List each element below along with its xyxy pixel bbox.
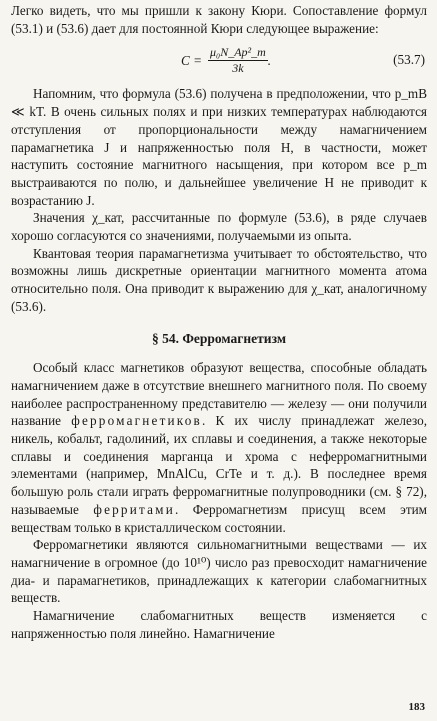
paragraph-text: Особый класс магнетиков образуют вещества, способные обладать намагничением даже в отсутствие внешнего магнитного поля. По своему наиболее распространенному представителю — железу — они получили название [11, 360, 427, 429]
formula-denominator: 3k [232, 61, 244, 76]
formula-period: . [267, 53, 272, 69]
paragraph-ferromagnets-intro [11, 359, 427, 536]
paragraph-text: . Ферромагнетизм присущ всем этим веществам только в кристаллическом состоянии. [11, 501, 428, 535]
paragraph-weak-magnetic: Намагничение слабомагнитных веществ изменяется с напряженностью поля линейно. Намагничение [11, 608, 427, 641]
paragraph-curie-law: Легко видеть, что мы пришли к закону Кюри. Сопоставление формул (53.1) и (53.6) дает для постоянной Кюри следующее выражение: [11, 3, 427, 36]
formula-53-7 [11, 39, 427, 83]
paragraph-strong-magnetic: Ферромагнетики являются сильномагнитными веществами — их намагничение в огромное (до 10¹⁰) число раз превосходит намагничение диа- и парамагнетиков, принадлежащих к категории слабомагнитных веществ. [11, 537, 427, 606]
term-ferromagnetics: ферромагнетиков [71, 413, 202, 429]
paragraph-assumption: Напомним, что формула (53.6) получена в предположении, что p_mB ≪ kT. В очень сильных полях и при низких температурах наблюдаются отступления от пропорциональности между намагничением парамагнетика J и напряженностью поля H, в частности, может наступить состояние магнитного насыщения, при котором все p_m выстраиваются по полю, и дальнейшее увеличение H не приводит к возрастанию J. [11, 86, 427, 208]
formula-fraction [208, 45, 268, 76]
formula-expression [181, 45, 271, 76]
paragraph-quantum-theory: Квантовая теория парамагнетизма учитывает то обстоятельство, что возможны лишь дискретные ориентации магнитного момента атома относительно поля. Она приводит к выражению для χ_кат, аналогичному (53.6). [11, 245, 427, 314]
formula-lhs: C = [181, 53, 202, 69]
formula-numerator: μ₀N_Ap²_m [210, 45, 266, 60]
paragraph-text: . К их числу принадлежат железо, никель, кобальт, гадолиний, их сплавы и соединения, а также некоторые сплавы и соединения марганца и хрома с неферромагнитными элементами (например, MnAlCu, CrTe и т. д.). В последнее время большую роль стали играть ферромагнитные полупроводники (см. § 72), называемые [11, 413, 428, 517]
paragraph-chi-values: Значения χ_кат, рассчитанные по формуле (53.6), в ряде случаев хорошо согласуются со значениями, получаемыми из опыта. [11, 210, 427, 244]
section-heading: § 54. Ферромагнетизм [151, 330, 287, 346]
page-number: 183 [408, 701, 425, 714]
term-ferrites: ферритами [93, 501, 175, 517]
formula-number: (53.7) [393, 52, 425, 68]
